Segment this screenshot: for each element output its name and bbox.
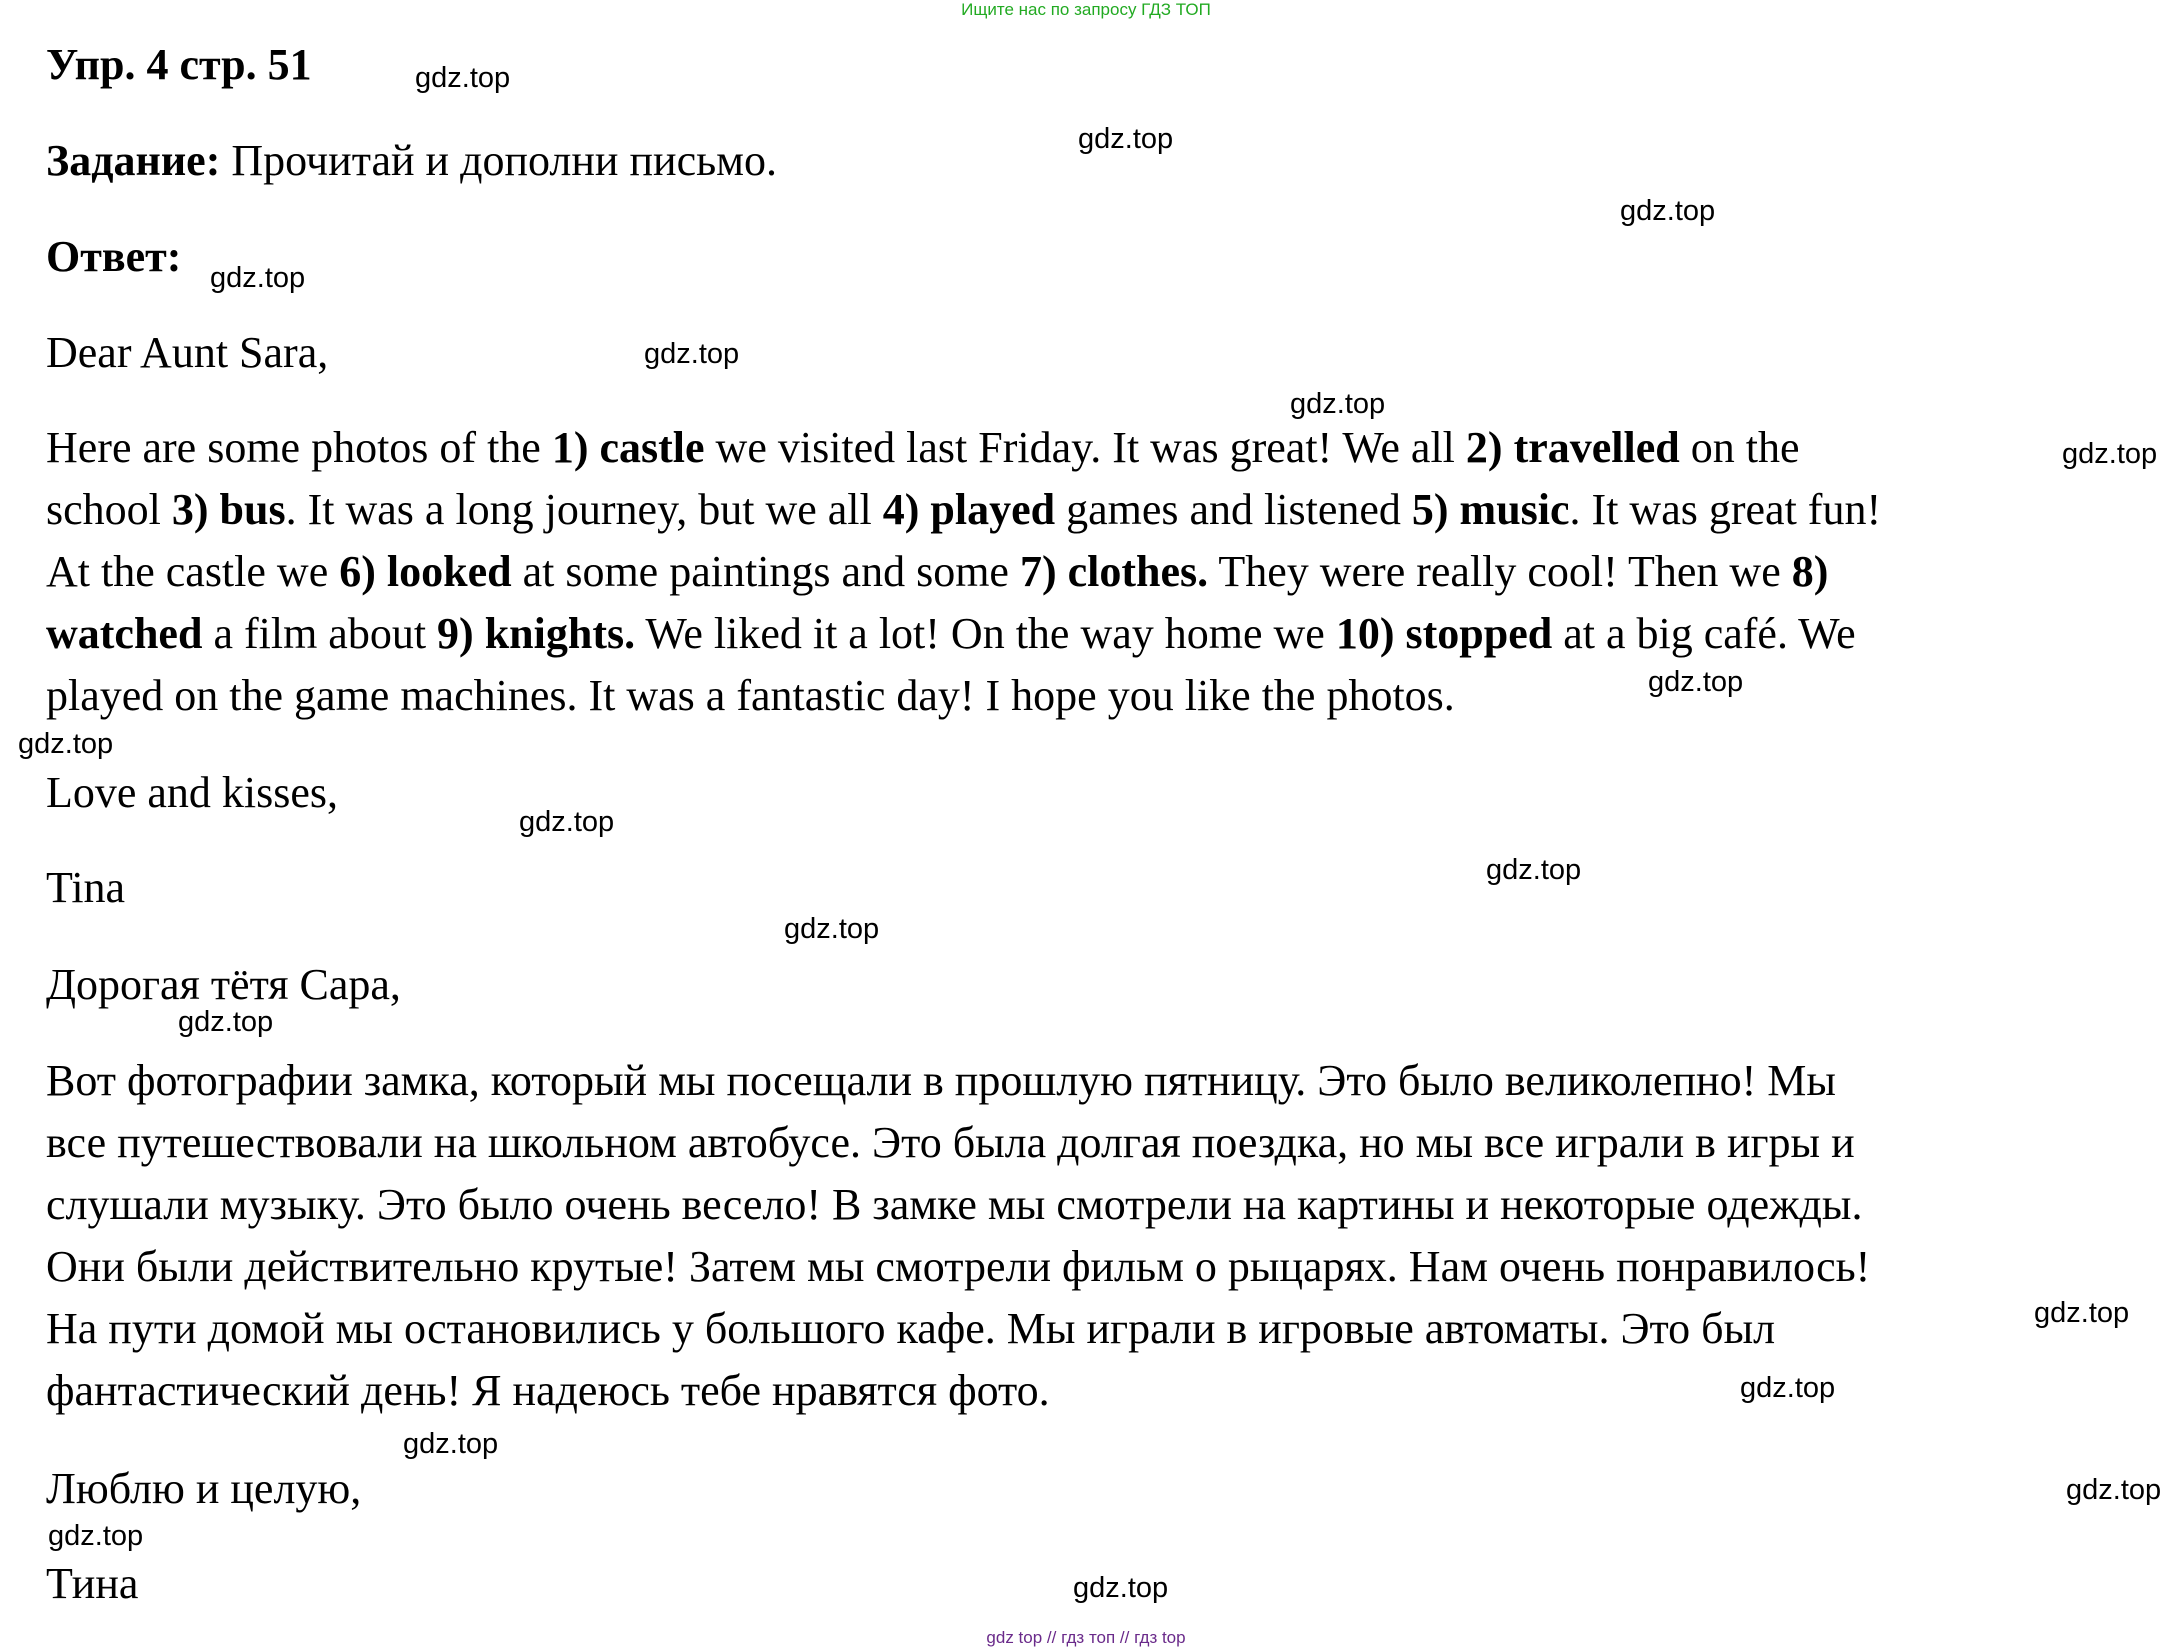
letter-text: . It was a long journey, but we all xyxy=(285,485,883,534)
answer-word: 10) stopped xyxy=(1335,609,1553,658)
answer-word: watched xyxy=(46,609,203,658)
letter-text: a film about xyxy=(202,609,438,658)
watermark: gdz.top xyxy=(1620,195,1716,227)
letter-text: They were really cool! Then we xyxy=(1208,547,1792,596)
answer-word: 1) castle xyxy=(551,423,705,472)
watermark: gdz.top xyxy=(784,913,880,945)
watermark: gdz.top xyxy=(178,1006,274,1038)
letter-en-body xyxy=(46,417,2136,727)
task-line xyxy=(46,130,777,192)
letter-ru-line: На пути домой мы остановились у большого кафе. Мы играли в игровые автоматы. Это был xyxy=(46,1304,1776,1353)
watermark: gdz.top xyxy=(519,806,615,838)
letter-ru-line: Они были действительно крутые! Затем мы смотрели фильм о рыцарях. Нам очень понравилось! xyxy=(46,1242,1871,1291)
page-title: Упр. 4 стр. 51 xyxy=(46,40,312,89)
letter-text: on the xyxy=(1679,423,1800,472)
letter-en-closing: Love and kisses, xyxy=(46,768,339,817)
watermark: gdz.top xyxy=(1290,388,1386,420)
top-search-banner: Ищите нас по запросу ГДЗ ТОП xyxy=(961,0,1211,19)
letter-text: at a big café. We xyxy=(1552,609,1856,658)
answer-word: 3) bus xyxy=(171,485,286,534)
answer-word: 6) looked xyxy=(339,547,512,596)
task-label: Задание: xyxy=(46,136,221,185)
answer-word: 8) xyxy=(1791,547,1829,596)
letter-text: We liked it a lot! On the way home we xyxy=(635,609,1336,658)
letter-text: Here are some photos of the xyxy=(46,423,552,472)
letter-text: school xyxy=(46,485,172,534)
bottom-banner: gdz top // гдз топ // гдз top xyxy=(986,1628,1186,1647)
watermark: gdz.top xyxy=(415,62,511,94)
letter-en-greeting: Dear Aunt Sara, xyxy=(46,328,329,377)
watermark: gdz.top xyxy=(210,262,306,294)
letter-ru-body xyxy=(46,1050,2136,1422)
watermark: gdz.top xyxy=(1740,1372,1836,1404)
watermark: gdz.top xyxy=(1648,666,1744,698)
letter-text: games and listened xyxy=(1055,485,1412,534)
letter-text: . It was great fun! xyxy=(1569,485,1882,534)
watermark: gdz.top xyxy=(2034,1297,2130,1329)
letter-ru-line: все путешествовали на школьном автобусе. Это была долгая поездка, но мы все играли в игры и xyxy=(46,1118,1855,1167)
answer-word: 4) played xyxy=(882,485,1056,534)
letter-ru-line: Вот фотографии замка, который мы посещали в прошлую пятницу. Это было великолепно! Мы xyxy=(46,1056,1836,1105)
answer-label: Ответ: xyxy=(46,232,182,281)
watermark: gdz.top xyxy=(2062,438,2158,470)
letter-text: we visited last Friday. It was great! We all xyxy=(704,423,1466,472)
watermark: gdz.top xyxy=(2066,1474,2162,1506)
answer-word: 2) travelled xyxy=(1465,423,1680,472)
watermark: gdz.top xyxy=(48,1520,144,1552)
watermark: gdz.top xyxy=(1073,1572,1169,1604)
task-text: Прочитай и дополни письмо. xyxy=(220,136,778,185)
watermark: gdz.top xyxy=(18,728,114,760)
letter-ru-signature: Тина xyxy=(46,1559,139,1608)
watermark: gdz.top xyxy=(403,1428,499,1460)
letter-en-signature: Tina xyxy=(46,863,126,912)
letter-text: At the castle we xyxy=(46,547,340,596)
answer-word: 5) music xyxy=(1411,485,1570,534)
watermark: gdz.top xyxy=(644,338,740,370)
watermark: gdz.top xyxy=(1078,123,1174,155)
letter-ru-greeting: Дорогая тётя Сара, xyxy=(46,960,401,1009)
watermark: gdz.top xyxy=(1486,854,1582,886)
letter-ru-line: слушали музыку. Это было очень весело! В замке мы смотрели на картины и некоторые одежды. xyxy=(46,1180,1863,1229)
answer-word: 7) clothes. xyxy=(1019,547,1209,596)
letter-text: played on the game machines. It was a fantastic day! I hope you like the photos. xyxy=(46,671,1455,720)
letter-ru-line: фантастический день! Я надеюсь тебе нравятся фото. xyxy=(46,1366,1050,1415)
letter-text: at some paintings and some xyxy=(511,547,1020,596)
answer-word: 9) knights. xyxy=(437,609,636,658)
letter-ru-closing: Люблю и целую, xyxy=(46,1464,362,1513)
